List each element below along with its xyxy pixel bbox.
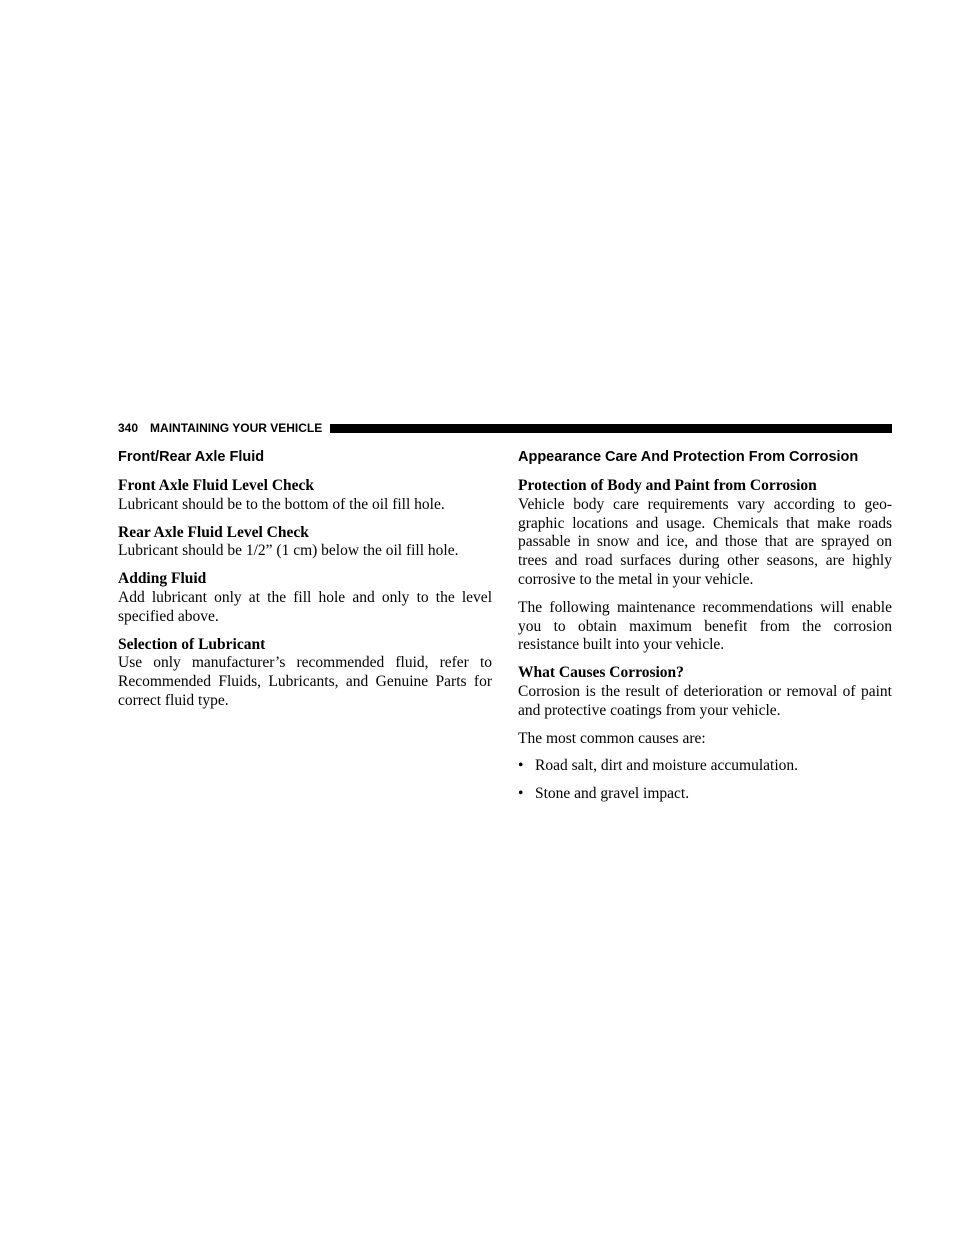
corrosion-causes-text: Corrosion is the result of deterioration or removal of paint and protective coatings from your vehicle. [518,682,892,719]
appearance-care-title: Appearance Care And Protection From Corrosion [518,449,859,465]
page-header [118,418,892,438]
running-section-title: MAINTAINING YOUR VEHICLE [150,421,323,435]
common-causes-intro: The most common causes are: [518,729,706,747]
header-rule-bar [330,424,892,433]
protection-text: Vehicle body care requirements vary according to geographic locations and usage. Chemicals that make roads passable in snow and ice, and those that are sprayed on trees and road surfaces during other seasons, are highly corrosive to the metal in your vehicle. [518,495,892,588]
right-column [518,447,892,813]
adding-fluid-text: Add lubricant only at the fill hole and only to the level specified above. [118,588,492,625]
maintenance-recommendations-text: The following maintenance recommendations will enable you to obtain maximum benefit from the corrosion resistance built into your vehicle. [518,598,892,654]
corrosion-causes-heading: What Causes Corrosion? [518,664,684,682]
common-causes-list [518,757,892,804]
bullet-icon: • [518,757,524,775]
protection-heading: Protection of Body and Paint from Corrosion [518,477,817,494]
bullet-icon: • [518,785,524,803]
rear-axle-heading: Rear Axle Fluid Level Check [118,523,309,541]
page-number: 340 [118,421,139,435]
list-item [518,785,892,804]
list-item-text: Stone and gravel impact. [535,785,690,803]
front-axle-text: Lubricant should be to the bottom of the oil fill hole. [118,495,445,513]
left-column [118,447,492,720]
axle-fluid-title: Front/Rear Axle Fluid [118,449,265,465]
list-item [518,757,892,776]
lubricant-selection-heading: Selection of Lubricant [118,635,266,653]
adding-fluid-heading: Adding Fluid [118,570,207,588]
rear-axle-text: Lubricant should be 1/2” (1 cm) below the oil fill hole. [118,542,459,560]
lubricant-selection-text: Use only manufacturer’s recommended fluid, refer to Recommended Fluids, Lubricants, and Genuine Parts for correct fluid type. [118,654,492,709]
front-axle-heading: Front Axle Fluid Level Check [118,477,315,494]
list-item-text: Road salt, dirt and moisture accumulation. [535,757,799,775]
